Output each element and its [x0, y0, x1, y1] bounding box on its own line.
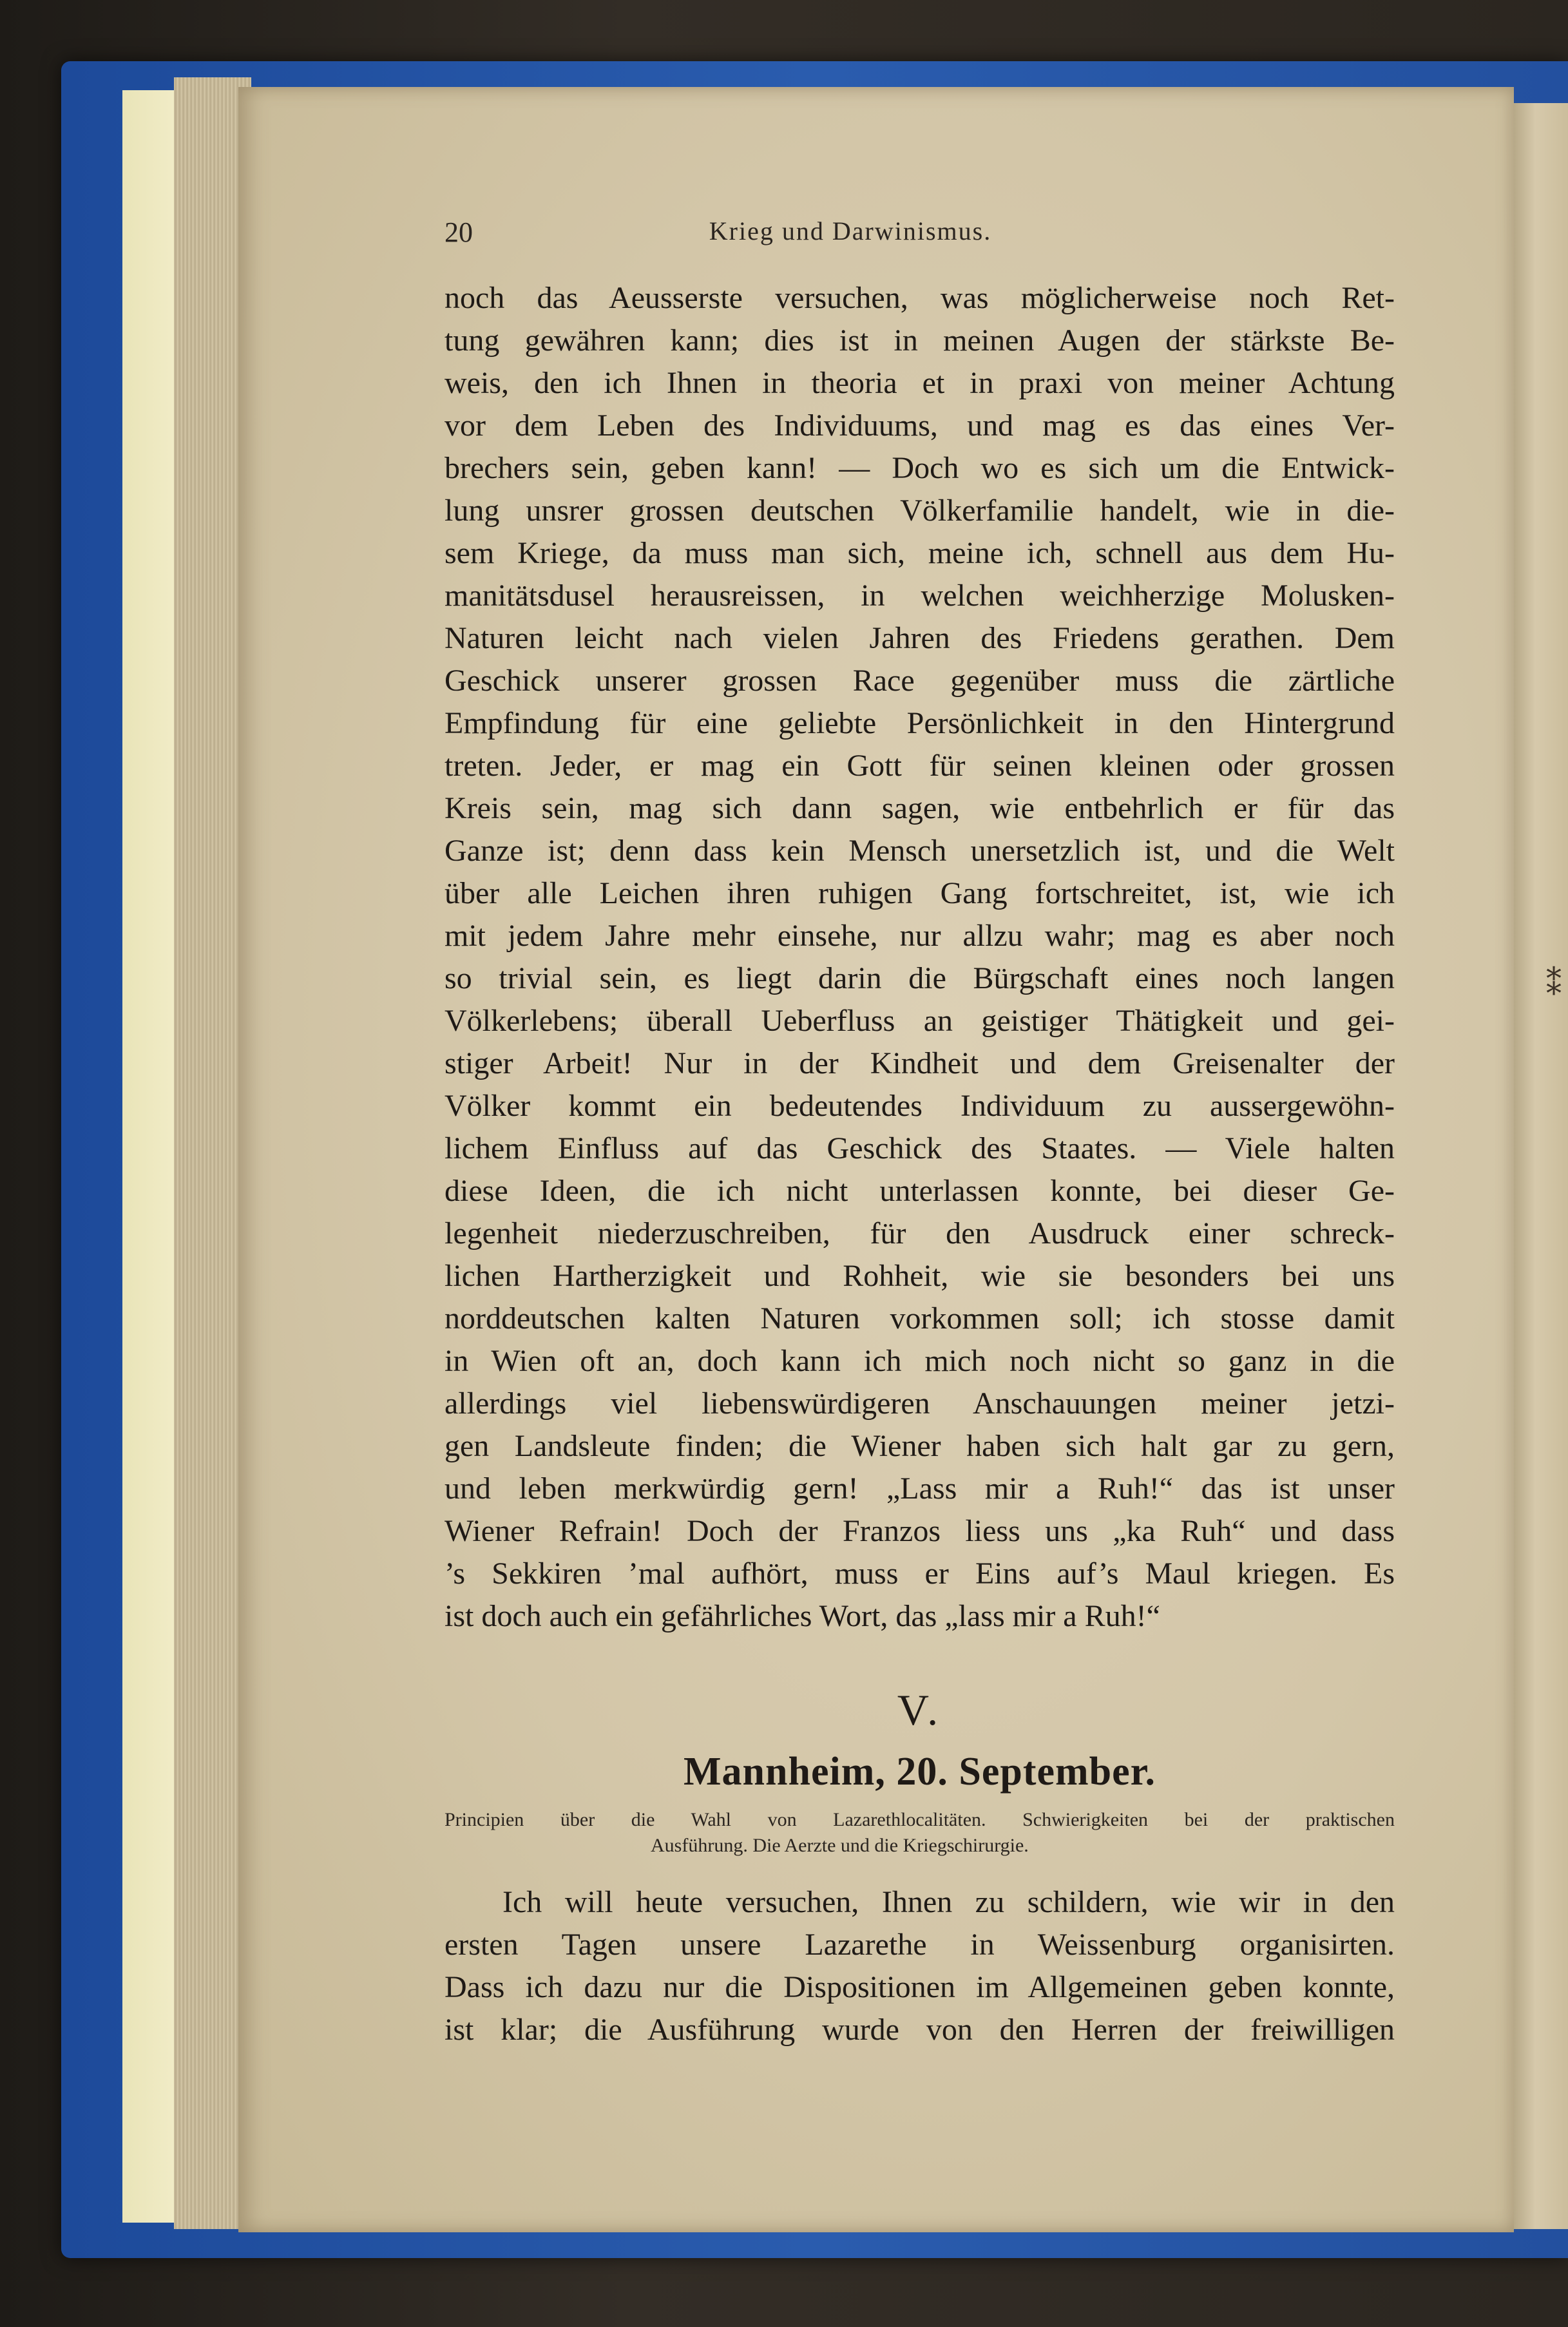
text-line: stiger Arbeit! Nur in der Kindheit und dem Greisenalter der — [445, 1046, 1395, 1080]
section-summary — [445, 1807, 1395, 1859]
text-line: lichem Einfluss auf das Geschick des Staates. — Viele halten — [445, 1131, 1395, 1165]
text-line: Kreis sein, mag sich dann sagen, wie entbehrlich er für das — [445, 791, 1395, 825]
text-line: Empfindung für eine geliebte Persönlichkeit in den Hintergrund — [445, 706, 1395, 740]
text-line: gen Landsleute finden; die Wiener haben sich halt gar zu gern, — [445, 1429, 1395, 1463]
text-line: Völker kommt ein bedeutendes Individuum zu aussergewöhn- — [445, 1089, 1395, 1123]
text-line: vor dem Leben des Individuums, und mag es das eines Ver- — [445, 408, 1395, 443]
text-line: brechers sein, geben kann! — Doch wo es sich um die Entwick- — [445, 451, 1395, 485]
text-line: Dass ich dazu nur die Dispositionen im Allgemeinen geben konnte, — [445, 1970, 1395, 2004]
section-number: V. — [897, 1685, 942, 1734]
text-line: über alle Leichen ihren ruhigen Gang fortschreitet, ist, wie ich — [445, 876, 1395, 910]
text-line: noch das Aeusserste versuchen, was möglicherweise noch Ret- — [445, 281, 1395, 315]
text-line: ist klar; die Ausführung wurde von den Herren der freiwilligen — [445, 2013, 1395, 2047]
text-line: ’s Sekkiren ’mal aufhört, muss er Eins auf’s Maul kriegen. Es — [445, 1556, 1395, 1591]
text-line: Wiener Refrain! Doch der Franzos liess uns „ka Ruh“ und dass — [445, 1514, 1395, 1548]
text-line: diese Ideen, die ich nicht unterlassen konnte, bei dieser Ge- — [445, 1174, 1395, 1208]
text-line: Ich will heute versuchen, Ihnen zu schildern, wie wir in den — [502, 1885, 1395, 1919]
section-title: Mannheim, 20. September. — [684, 1750, 1156, 1794]
text-line: Ganze ist; denn dass kein Mensch unersetzlich ist, und die Welt — [445, 834, 1395, 868]
paragraph-1 — [445, 277, 1395, 1638]
text-line: norddeutschen kalten Naturen vorkommen soll; ich stosse damit — [445, 1301, 1395, 1336]
text-line: ist doch auch ein gefährliches Wort, das „lass mir a Ruh!“ — [445, 1599, 1160, 1633]
text-line: Völkerlebens; überall Ueberfluss an geistiger Thätigkeit und gei- — [445, 1004, 1395, 1038]
text-line: tung gewähren kann; dies ist in meinen Augen der stärkste Be- — [445, 323, 1395, 358]
text-line: treten. Jeder, er mag ein Gott für seinen kleinen oder grossen — [445, 749, 1395, 783]
text-line: lichen Hartherzigkeit und Rohheit, wie sie besonders bei uns — [445, 1259, 1395, 1293]
text-line: mit jedem Jahre mehr einsehe, nur allzu wahr; mag es aber noch — [445, 919, 1395, 953]
text-line: und leben merkwürdig gern! „Lass mir a Ruh!“ das ist unser — [445, 1471, 1395, 1506]
text-line: so trivial sein, es liegt darin die Bürgschaft eines noch langen — [445, 961, 1395, 995]
text-line: sem Kriege, da muss man sich, meine ich, schnell aus dem Hu- — [445, 536, 1395, 570]
text-line: weis, den ich Ihnen in theoria et in praxi von meiner Achtung — [445, 366, 1395, 400]
text-line: ersten Tagen unsere Lazarethe in Weissenburg organisirten. — [445, 1928, 1395, 1962]
summary-line: Ausführung. Die Aerzte und die Kriegschirurgie. — [651, 1835, 1029, 1856]
text-line: legenheit niederzuschreiben, für den Ausdruck einer schreck- — [445, 1216, 1395, 1250]
paragraph-2 — [445, 1881, 1395, 2051]
text-line: in Wien oft an, doch kann ich mich noch nicht so ganz in die — [445, 1344, 1395, 1378]
text-line: Naturen leicht nach vielen Jahren des Friedens gerathen. Dem — [445, 621, 1395, 655]
summary-line: Principien über die Wahl von Lazarethlocalitäten. Schwierigkeiten bei der praktischen — [445, 1809, 1395, 1830]
page-number: 20 — [445, 216, 473, 248]
text-line: lung unsrer grossen deutschen Völkerfamilie handelt, wie in die- — [445, 493, 1395, 528]
running-title: Krieg und Darwinismus. — [709, 216, 992, 245]
text-line: Geschick unserer grossen Race gegenüber muss die zärtliche — [445, 664, 1395, 698]
running-head — [445, 216, 1153, 261]
facing-page-mark: ⁑ — [1546, 968, 1562, 1002]
text-line: manitätsdusel herausreissen, in welchen weichherzige Molusken- — [445, 579, 1395, 613]
facing-page-edge — [1514, 103, 1568, 2229]
text-line: allerdings viel liebenswürdigeren Anschauungen meiner jetzi- — [445, 1386, 1395, 1421]
